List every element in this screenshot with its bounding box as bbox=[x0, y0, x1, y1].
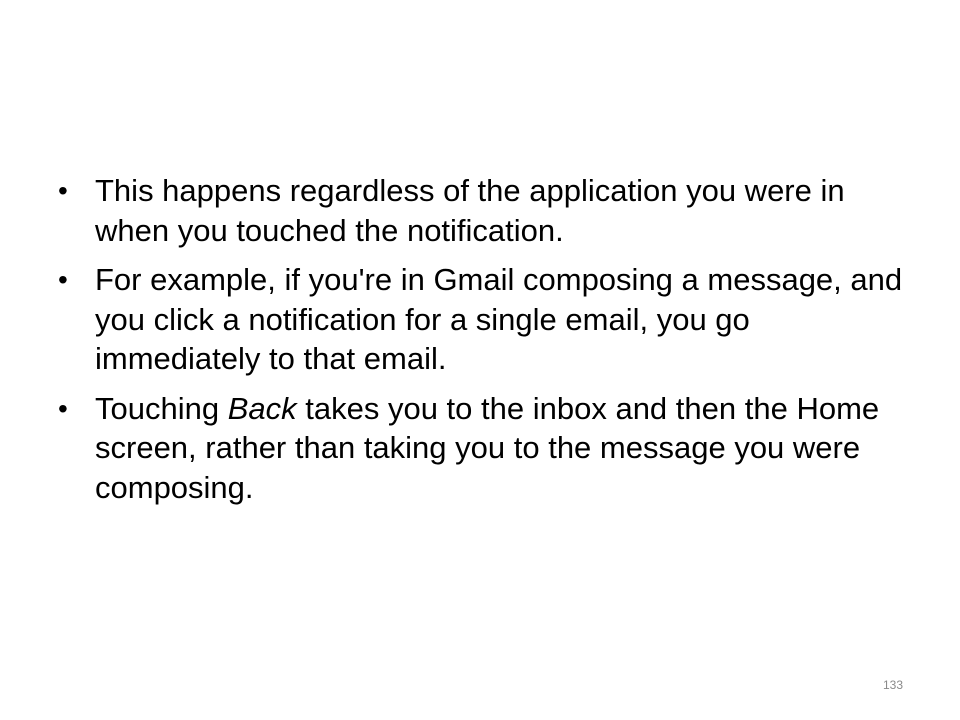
bullet-icon: • bbox=[58, 392, 68, 424]
bullet-list bbox=[58, 171, 918, 517]
bullet-item bbox=[58, 389, 918, 508]
bullet-text: This happens regardless of the application you were in when you touched the notification. bbox=[95, 173, 845, 248]
bullet-item bbox=[58, 260, 918, 379]
bullet-item bbox=[58, 171, 918, 250]
bullet-text-part: takes you to the inbox and then the Home screen, rather than taking you to the message you were composing. bbox=[95, 390, 880, 505]
bullet-text-emphasis: Back bbox=[227, 390, 297, 426]
bullet-icon: • bbox=[58, 264, 68, 295]
bullet-text bbox=[95, 391, 879, 505]
slide-number: 133 bbox=[882, 678, 903, 692]
bullet-text-part: Touching bbox=[95, 390, 228, 426]
bullet-text: For example, if you're in Gmail composing a message, and you click a notification for a single email, you go immediately to that email. bbox=[95, 262, 903, 376]
bullet-icon: • bbox=[58, 175, 68, 206]
